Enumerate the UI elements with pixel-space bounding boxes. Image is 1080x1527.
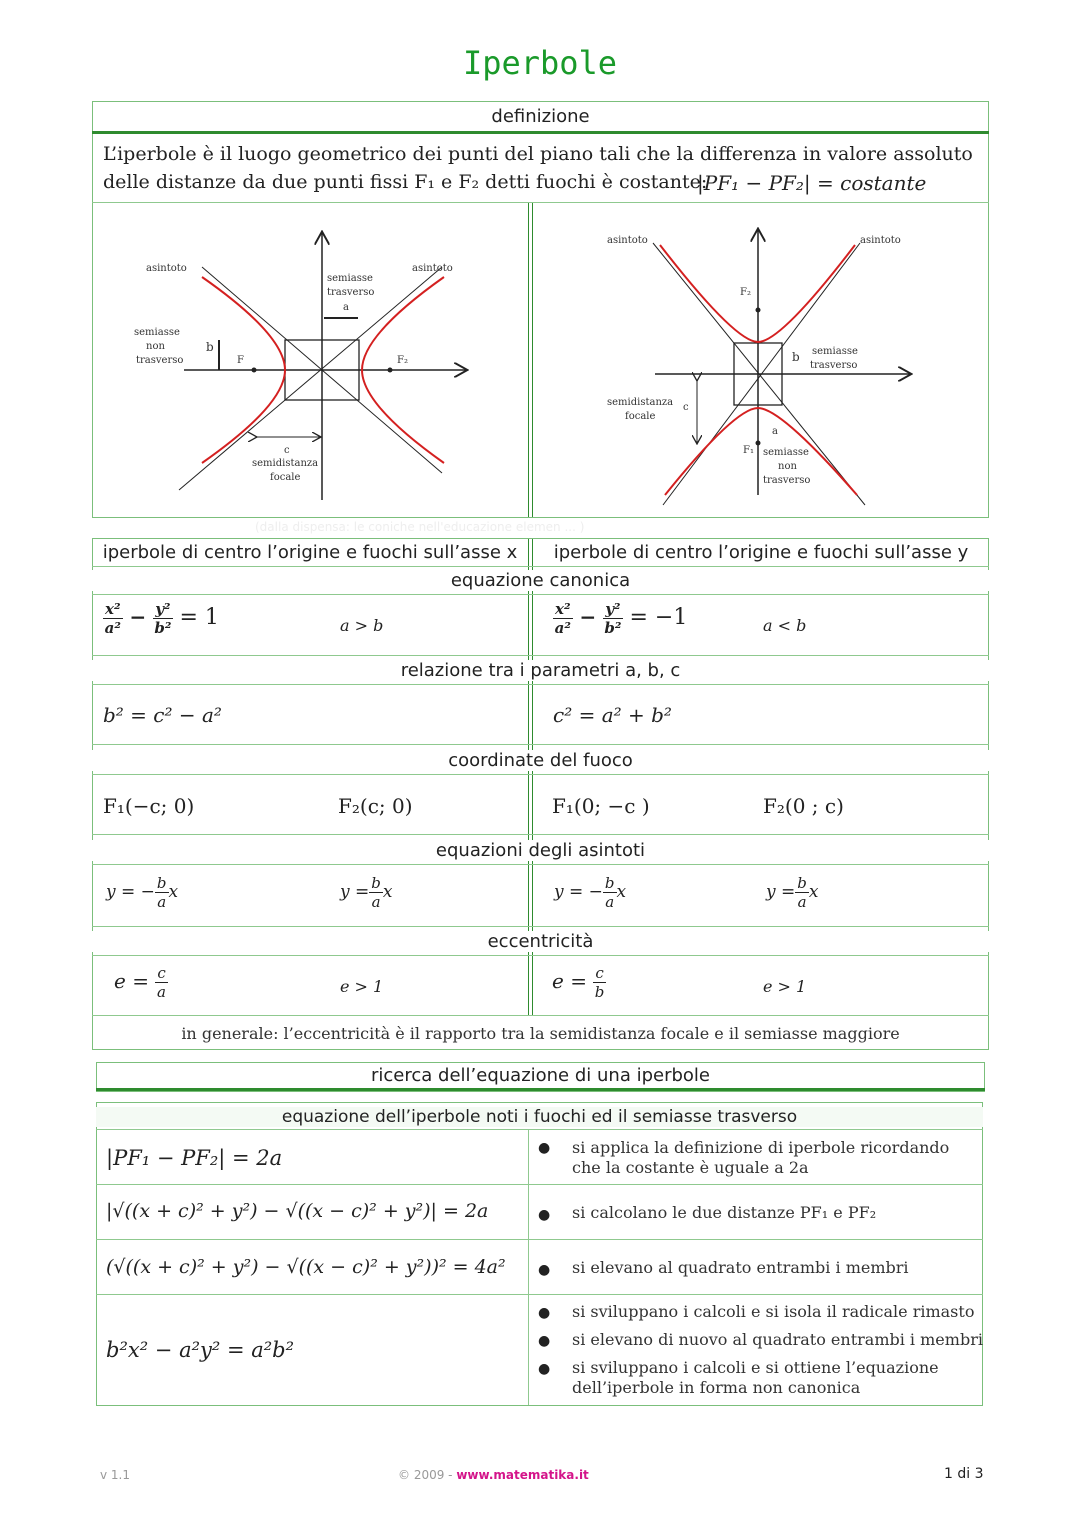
frac-num: x²: [105, 600, 121, 618]
asym-lhs: y =: [340, 882, 370, 902]
label-c: c: [284, 445, 290, 456]
focus1-y: F₁(0; −c ): [552, 794, 650, 818]
eccentricity-x: [114, 964, 168, 1001]
asymptote2-y: [766, 874, 818, 911]
hyperbola-y-diagram: [535, 205, 985, 515]
frac-den: a: [797, 893, 807, 911]
label-F1: F₁: [743, 445, 754, 456]
ecc-lhs: e =: [114, 969, 149, 993]
divider: [96, 1129, 983, 1130]
ecc-cond-x: e > 1: [340, 977, 384, 996]
minus-sign: −: [129, 605, 147, 629]
divider: [528, 1130, 529, 1405]
focus-point: [252, 368, 257, 373]
focus2-x: F₂(c; 0): [338, 794, 413, 818]
divider: [92, 202, 989, 203]
step2-formula: |√((x + c)² + y²) − √((x − c)² + y²)| = 2a: [106, 1200, 489, 1222]
asymptote1-x: [106, 874, 178, 911]
asymptote: [179, 267, 442, 490]
frac-den: a: [157, 983, 166, 1001]
canonical-x: [103, 600, 219, 637]
label-F2: F₂: [397, 355, 408, 366]
label-c: c: [683, 402, 689, 413]
eq-rhs: = 1: [179, 605, 219, 630]
label-semiasse-trasverso: semiasse: [812, 346, 858, 357]
ecc-cond-y: e > 1: [763, 977, 807, 996]
frac-num: c: [595, 964, 604, 982]
canonical-y: [553, 600, 687, 637]
label-semidistanza: semidistanza: [607, 397, 674, 408]
frac-den: a²: [104, 619, 121, 637]
bullet: ●: [538, 1262, 551, 1278]
bullet: ●: [538, 1207, 551, 1223]
label-F2: F₂: [740, 287, 751, 298]
frac-num: b: [371, 874, 381, 892]
general-note: in generale: l’eccentricità è il rapporto tra la semidistanza focale e il semiasse maggiore: [181, 1024, 900, 1043]
frac-den: a: [371, 893, 381, 911]
relation-x: b² = c² − a²: [103, 703, 222, 727]
frac-num: x²: [555, 600, 571, 618]
focus2-y: F₂(0 ; c): [763, 794, 844, 818]
label-b: b: [792, 350, 800, 364]
label-a: a: [343, 302, 349, 313]
asym-rhs: x: [168, 882, 179, 902]
label-a: a: [772, 426, 778, 437]
divider: [92, 655, 989, 656]
frac-den: a²: [554, 619, 571, 637]
copyright-text: © 2009 -: [398, 1468, 453, 1482]
frac-num: b: [604, 874, 615, 892]
divider: [528, 203, 533, 517]
step5-text: si elevano di nuovo al quadrato entrambi i membri: [572, 1330, 983, 1349]
label-semiasse-non: trasverso: [136, 355, 184, 366]
label-semidistanza: focale: [625, 411, 656, 422]
asymptote2-x: [340, 874, 392, 911]
hyperbola-x-diagram: [94, 205, 526, 515]
step3-formula: (√((x + c)² + y²) − √((x − c)² + y²))² = 4a²: [106, 1256, 506, 1278]
divider: [96, 1184, 983, 1185]
version: v 1.1: [100, 1468, 130, 1482]
label-semiasse-trasverso: semiasse: [327, 273, 373, 284]
bullet: ●: [538, 1305, 551, 1321]
section-fuoco: coordinate del fuoco: [92, 750, 989, 771]
label-semiasse-non: semiasse: [134, 327, 180, 338]
ecc-lhs: e =: [552, 969, 587, 993]
bullet: ●: [538, 1333, 551, 1349]
focus1-x: F₁(−c; 0): [103, 794, 195, 818]
focus-point: [756, 441, 761, 446]
divider: [92, 744, 989, 745]
step4-formula: b²x² − a²y² = a²b²: [106, 1338, 295, 1362]
label-semiasse-non: non: [778, 461, 797, 472]
frac-den: a: [157, 893, 167, 911]
frac-num: y²: [605, 600, 621, 618]
watermark: (dalla dispensa: le coniche nell'educazione elemen ... ): [255, 520, 585, 534]
label-semiasse-trasverso: trasverso: [327, 287, 375, 298]
page-number: 1 di 3: [944, 1466, 984, 1482]
eccentricity-y: [552, 964, 606, 1001]
divider: [92, 131, 989, 134]
asym-lhs: y = −: [106, 882, 155, 902]
divider: [92, 926, 989, 927]
asym-lhs: y = −: [554, 882, 603, 902]
asym-rhs: x: [382, 882, 393, 902]
asym-rhs: x: [616, 882, 627, 902]
cond-x: a > b: [340, 616, 384, 635]
section-canonica: equazione canonica: [92, 570, 989, 591]
bullet: ●: [538, 1361, 551, 1377]
definition-line1: L’iperbole è il luogo geometrico dei punti del piano tali che la differenza in valore assoluto: [103, 143, 973, 165]
step1-formula: |PF₁ − PF₂| = 2a: [106, 1146, 283, 1170]
frac-den: b: [594, 983, 605, 1001]
column-header-y: iperbole di centro l’origine e fuochi sull’asse y: [553, 542, 969, 563]
properties-table: [92, 538, 989, 1050]
label-semidistanza: focale: [270, 472, 301, 483]
step3-text: si elevano al quadrato entrambi i membri: [572, 1258, 909, 1277]
divider: [92, 684, 989, 685]
minus-sign: −: [579, 605, 597, 629]
frac-den: b²: [154, 619, 172, 637]
divider: [92, 566, 989, 567]
definition-formula: |PF₁ − PF₂| = costante: [697, 171, 927, 195]
label-semidistanza: semidistanza: [252, 458, 319, 469]
site-link[interactable]: www.matematika.it: [456, 1468, 589, 1482]
label-semiasse-non: non: [146, 341, 165, 352]
hyperbola-branch-bottom: [665, 408, 857, 495]
label-asintoto: asintoto: [860, 235, 901, 246]
step2-text: si calcolano le due distanze PF₁ e PF₂: [572, 1203, 877, 1222]
label-asintoto: asintoto: [146, 263, 187, 274]
divider: [96, 1294, 983, 1295]
step1-text: si applica la definizione di iperbole ricordando che la costante è uguale a 2a: [572, 1138, 950, 1177]
focus-point: [388, 368, 393, 373]
page-title: Iperbole: [462, 44, 618, 82]
definition-header: definizione: [491, 106, 590, 127]
column-header-x: iperbole di centro l’origine e fuochi sull’asse x: [102, 542, 518, 563]
eq-rhs: = −1: [629, 605, 688, 630]
copyright: [398, 1468, 589, 1482]
divider: [96, 1239, 983, 1240]
frac-num: c: [157, 964, 166, 982]
label-F1: F: [237, 355, 244, 366]
section-relazione: relazione tra i parametri a, b, c: [92, 660, 989, 681]
label-b: b: [206, 340, 214, 354]
step4-text: si sviluppano i calcoli e si isola il radicale rimasto: [572, 1302, 975, 1321]
divider: [92, 955, 989, 956]
definition-line2: delle distanze da due punti fissi F₁ e F₂ detti fuochi è costante:: [103, 171, 708, 193]
section-eccentricita: eccentricità: [92, 931, 989, 952]
ricerca-header: ricerca dell’equazione di una iperbole: [371, 1065, 710, 1086]
bullet: ●: [538, 1140, 551, 1156]
focus-point: [756, 308, 761, 313]
label-semiasse-non: semiasse: [763, 447, 809, 458]
frac-num: b: [156, 874, 167, 892]
section-asintoti: equazioni degli asintoti: [92, 840, 989, 861]
frac-den: b²: [604, 619, 622, 637]
frac-num: b: [797, 874, 807, 892]
label-semiasse-trasverso: trasverso: [810, 360, 858, 371]
divider: [92, 864, 989, 865]
asym-lhs: y =: [766, 882, 796, 902]
divider: [96, 1088, 985, 1091]
divider: [92, 834, 989, 835]
asymptote1-y: [554, 874, 626, 911]
label-asintoto: asintoto: [412, 263, 453, 274]
frac-num: y²: [155, 600, 171, 618]
divider: [92, 1015, 989, 1016]
frac-den: a: [605, 893, 615, 911]
label-semiasse-non: trasverso: [763, 475, 811, 486]
step6-text: si sviluppano i calcoli e si ottiene l’equazione dell’iperbole in forma non canonica: [572, 1358, 939, 1397]
divider: [92, 594, 989, 595]
divider: [92, 774, 989, 775]
asym-rhs: x: [808, 882, 819, 902]
ricerca-subheader: equazione dell’iperbole noti i fuochi ed il semiasse trasverso: [96, 1107, 983, 1127]
cond-y: a < b: [763, 616, 807, 635]
label-asintoto: asintoto: [607, 235, 648, 246]
relation-y: c² = a² + b²: [553, 703, 672, 727]
